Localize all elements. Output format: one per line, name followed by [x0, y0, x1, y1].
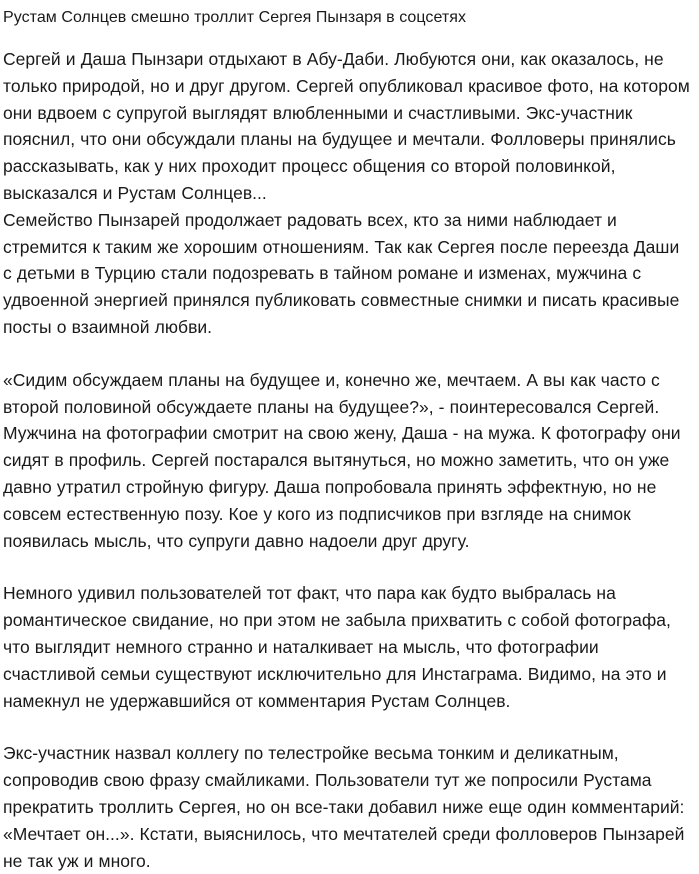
article-title: Рустам Солнцев смешно троллит Сергея Пынзаря в соцсетях: [3, 9, 467, 26]
paragraph-conclusion: Экс-участник назвал коллегу по телестройке весьма тонким и деликатным, сопроводив свою фразу смайликами. Пользователи тут же попросили Рустама прекратить троллить Сергея, но он все-таки добавил ниже еще один комментарий: «Мечтает он...». Кстати, выяснилось, что мечтателей среди фолловеров Пынзарей не так уж и много.: [3, 743, 685, 871]
paragraph-spacer-1: [3, 341, 693, 367]
paragraph-surprise: Немного удивил пользователей тот факт, что пара как будто выбралась на романтическое свидание, но при этом не забыла прихватить с собой фотографа, что выглядит немного странно и наталкивает на мысль, что фотографии счастливой семьи существуют исключительно для Инстаграма. Видимо, на это и намекнул не удержавшийся от комментария Рустам Солнцев.: [3, 583, 671, 711]
paragraph-quote: «Сидим обсуждаем планы на будущее и, конечно же, мечтаем. А вы как часто с второй половиной обсуждаете планы на будущее?», - поинтересовался Сергей. Мужчина на фотографии смотрит на свою жену, Даша - на мужа. К фотографу они сидят в профиль. Сергей постарался вытянуться, но можно заметить, что он уже давно утратил стройную фигуру. Даша попробовала принять эффектную, но не совсем естественную позу. Кое у кого из подписчиков при взгляде на снимок появилась мысль, что супруги давно надоели друг другу.: [3, 369, 681, 551]
paragraph-spacer-2: [3, 554, 693, 580]
paragraph-lead: Сергей и Даша Пынзари отдыхают в Абу-Даби. Любуются они, как оказалось, не только природой, но и друг другом. Сергей опубликовал красивое фото, на котором они вдвоем с супругой выглядят влюбленными и счастливыми. Экс-участник пояснил, что они обсуждали планы на будущее и мечтали. Фолловеры принялись рассказывать, как у них проходит процесс общения со второй половинкой, высказался и Рустам Солнцев...: [3, 49, 690, 203]
paragraph-family: Семейство Пынзарей продолжает радовать всех, кто за ними наблюдает и стремится к таким же хорошим отношениям. Так как Сергея после переезда Даши с детьми в Турцию стали подозревать в тайном романе и изменах, мужчина с удвоенной энергией принялся публиковать совместные снимки и писать красивые посты о взаимной любви.: [3, 209, 680, 337]
paragraph-spacer-3: [3, 714, 693, 740]
title-spacer: [3, 31, 693, 46]
article-body: [3, 46, 693, 874]
